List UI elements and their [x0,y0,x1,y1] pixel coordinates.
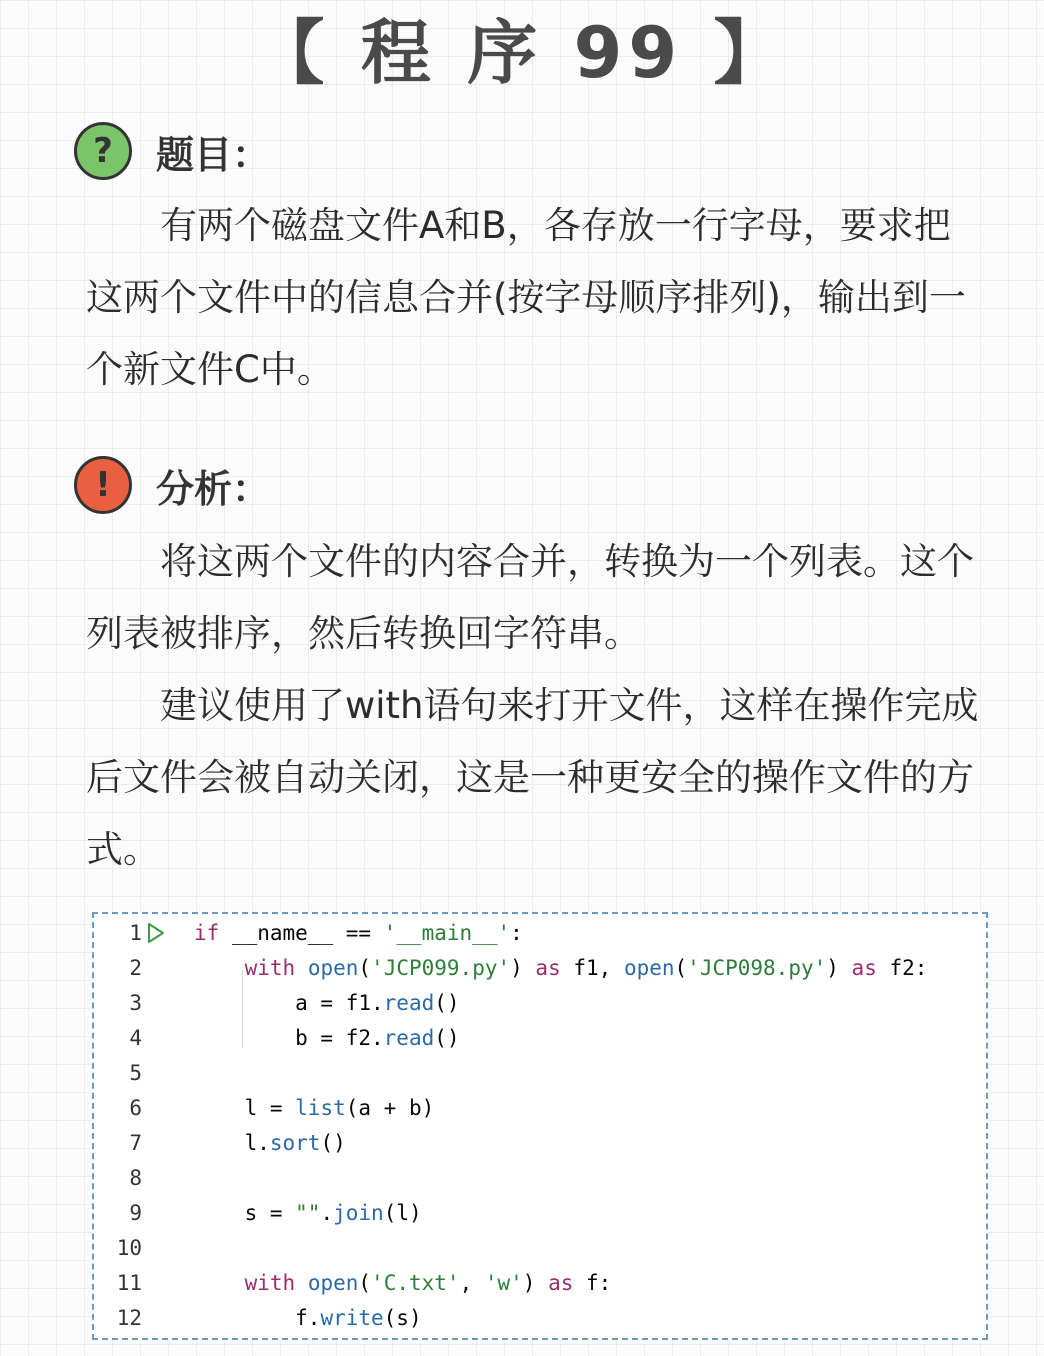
line-number: 7 [129,1131,142,1155]
question-mark-icon: ? [74,122,132,180]
line-number: 10 [116,1236,142,1260]
code-text: a = f1.read() [194,991,460,1015]
code-text: if __name__ == '__main__': [194,921,523,945]
line-number: 8 [129,1166,142,1190]
line-number: 2 [129,956,142,980]
line-number: 1 [129,921,142,945]
question-header [74,122,270,180]
code-text: with open('C.txt', 'w') as f: [244,1271,612,1295]
code-text: l = list(a + b) [194,1096,435,1120]
code-block [92,912,988,1340]
analysis-paragraph-1: 将这两个文件的内容合并，转换为一个列表。这个列表被排序，然后转换回字符串。 [86,540,974,655]
analysis-header [74,456,270,514]
code-text: f.write(s) [194,1306,422,1330]
exclamation-icon: ! [74,456,132,514]
line-number: 11 [116,1271,142,1295]
line-number: 12 [116,1306,142,1330]
question-label: 题目： [156,132,271,177]
question-text: 有两个磁盘文件A和B，各存放一行字母，要求把这两个文件中的信息合并(按字母顺序排列)，输出到一个新文件C中。 [86,204,966,391]
analysis-paragraph-2: 建议使用了with语句来打开文件，这样在操作完成后文件会被自动关闭，这是一种更安全的操作文件的方式。 [86,684,979,871]
page-title: 【 程 序 99 】 [254,12,790,94]
code-text: l.sort() [194,1131,346,1155]
code-text: b = f2.read() [194,1026,460,1050]
code-text: with open('JCP099.py') as f1, open('JCP098.py') as f2: [244,956,928,980]
line-number: 4 [129,1026,142,1050]
line-number: 6 [129,1096,142,1120]
run-icon[interactable] [146,922,166,944]
analysis-label: 分析： [156,466,271,511]
line-number: 3 [129,991,142,1015]
line-number: 9 [129,1201,142,1225]
line-number: 5 [129,1061,142,1085]
code-text: s = "".join(l) [194,1201,422,1225]
